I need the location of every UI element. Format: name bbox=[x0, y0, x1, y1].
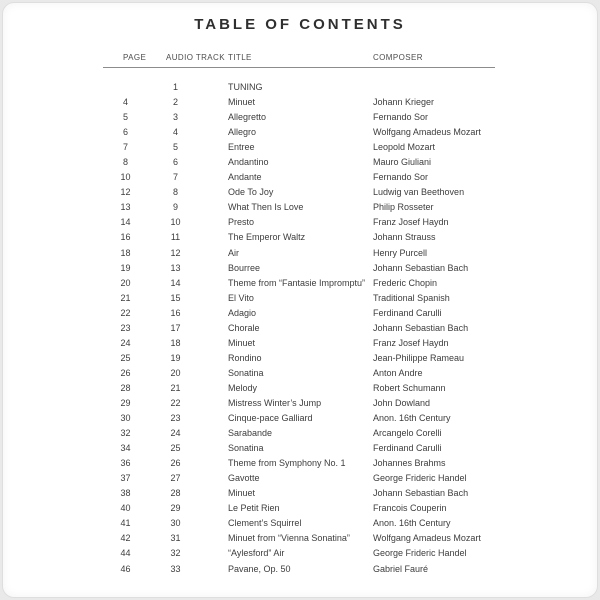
track-number-cell: 23 bbox=[170, 413, 181, 424]
page-number-cell: 44 bbox=[120, 548, 131, 559]
title-cell: What Then Is Love bbox=[228, 202, 304, 213]
track-number-cell: 17 bbox=[170, 322, 181, 333]
track-number-cell: 5 bbox=[172, 142, 178, 153]
title-cell: Adagio bbox=[228, 307, 257, 318]
composer-cell: Henry Purcell bbox=[373, 247, 428, 258]
table-row bbox=[103, 426, 495, 441]
track-number-cell: 28 bbox=[170, 488, 181, 499]
table-body bbox=[103, 68, 495, 577]
title-cell: Ode To Joy bbox=[228, 187, 274, 198]
page-number-cell: 22 bbox=[120, 307, 131, 318]
page-number-cell: 46 bbox=[120, 563, 131, 574]
track-number-cell: 24 bbox=[170, 428, 181, 439]
composer-cell: Robert Schumann bbox=[373, 382, 446, 393]
table-row bbox=[103, 531, 495, 546]
composer-cell: Ferdinand Carulli bbox=[373, 307, 442, 318]
composer-cell: Leopold Mozart bbox=[373, 142, 436, 153]
title-cell: TUNING bbox=[228, 82, 263, 92]
track-number-cell: 2 bbox=[172, 97, 178, 108]
table-row bbox=[103, 215, 495, 230]
table-row bbox=[103, 562, 495, 577]
title-cell: Air bbox=[228, 247, 239, 258]
page-number-cell: 13 bbox=[120, 202, 131, 213]
title-cell: Mistress Winter’s Jump bbox=[228, 397, 322, 408]
track-number-cell: 16 bbox=[170, 307, 181, 318]
composer-cell: John Dowland bbox=[373, 397, 431, 408]
column-header-page: PAGE bbox=[123, 53, 147, 62]
composer-cell: Philip Rosseter bbox=[373, 202, 434, 213]
track-number-cell: 11 bbox=[170, 232, 181, 243]
composer-cell: George Frideric Handel bbox=[373, 473, 467, 484]
page-number-cell: 38 bbox=[120, 488, 131, 499]
page-number-cell: 16 bbox=[120, 232, 131, 243]
composer-cell: Ferdinand Carulli bbox=[373, 443, 442, 454]
page-title: TABLE OF CONTENTS bbox=[194, 16, 406, 33]
composer-cell: Arcangelo Corelli bbox=[373, 428, 442, 439]
composer-cell: Johann Sebastian Bach bbox=[373, 488, 469, 499]
title-cell: Cinque-pace Galliard bbox=[228, 413, 313, 424]
table-row bbox=[103, 246, 495, 261]
table-row bbox=[103, 261, 495, 276]
page-number-cell: 26 bbox=[120, 367, 131, 378]
composer-cell: Jean-Philippe Rameau bbox=[373, 352, 465, 363]
table-row bbox=[103, 110, 495, 125]
table-row bbox=[103, 366, 495, 381]
page-number-cell: 41 bbox=[120, 518, 131, 529]
title-cell: Minuet from “Vienna Sonatina” bbox=[228, 533, 350, 544]
page-number-cell: 34 bbox=[120, 443, 131, 454]
composer-cell: Fernando Sor bbox=[373, 112, 429, 123]
title-cell: Chorale bbox=[228, 322, 260, 333]
table-row bbox=[103, 381, 495, 396]
title-cell: Allegretto bbox=[228, 112, 267, 123]
page-number-cell: 8 bbox=[122, 157, 128, 168]
page-number-cell: 32 bbox=[120, 428, 131, 439]
title-cell: Allegro bbox=[228, 127, 257, 138]
track-number-cell: 30 bbox=[170, 518, 181, 529]
table-row bbox=[103, 155, 495, 170]
page-number-cell: 10 bbox=[120, 172, 131, 183]
title-cell: Pavane, Op. 50 bbox=[228, 563, 291, 574]
composer-cell: Wolfgang Amadeus Mozart bbox=[373, 533, 481, 544]
page-number-cell: 21 bbox=[120, 292, 131, 303]
title-cell: Andantino bbox=[228, 157, 269, 168]
track-number-cell: 6 bbox=[172, 157, 178, 168]
toc-table bbox=[103, 52, 495, 577]
page-number-cell: 18 bbox=[120, 247, 131, 258]
composer-cell: Franz Josef Haydn bbox=[373, 337, 449, 348]
table-row bbox=[103, 516, 495, 531]
track-number-cell: 26 bbox=[170, 458, 181, 469]
table-row bbox=[103, 306, 495, 321]
page-number-cell: 28 bbox=[120, 382, 131, 393]
track-number-cell: 19 bbox=[170, 352, 181, 363]
table-row bbox=[103, 80, 495, 95]
table-row bbox=[103, 456, 495, 471]
table-row bbox=[103, 546, 495, 561]
title-cell: Sarabande bbox=[228, 428, 273, 439]
title-cell: “Aylesford” Air bbox=[228, 548, 285, 559]
track-number-cell: 4 bbox=[172, 127, 178, 138]
title-cell: Minuet bbox=[228, 337, 256, 348]
table-row bbox=[103, 185, 495, 200]
composer-cell: Johann Sebastian Bach bbox=[373, 262, 469, 273]
page-number-cell: 6 bbox=[122, 127, 128, 138]
composer-cell: Fernando Sor bbox=[373, 172, 429, 183]
composer-cell: Gabriel Fauré bbox=[373, 563, 429, 574]
track-number-cell: 31 bbox=[170, 533, 181, 544]
title-cell: Presto bbox=[228, 217, 255, 228]
table-row bbox=[103, 95, 495, 110]
title-cell: Rondino bbox=[228, 352, 262, 363]
table-row bbox=[103, 291, 495, 306]
track-number-cell: 12 bbox=[170, 247, 181, 258]
title-cell: El Vito bbox=[228, 292, 254, 303]
track-number-cell: 21 bbox=[170, 382, 181, 393]
title-cell: Theme from Symphony No. 1 bbox=[228, 458, 346, 469]
composer-cell: Anon. 16th Century bbox=[373, 413, 451, 424]
track-number-cell: 10 bbox=[170, 217, 181, 228]
track-number-cell: 8 bbox=[172, 187, 178, 198]
page-number-cell: 5 bbox=[122, 112, 128, 123]
table-row bbox=[103, 140, 495, 155]
column-header-composer: COMPOSER bbox=[373, 53, 423, 62]
page-number-cell bbox=[103, 80, 148, 95]
book-page bbox=[2, 2, 598, 598]
table-row bbox=[103, 396, 495, 411]
page-number-cell: 12 bbox=[120, 187, 131, 198]
track-number-cell: 27 bbox=[170, 473, 181, 484]
page-number-cell: 30 bbox=[120, 413, 131, 424]
composer-cell: Anton Andre bbox=[373, 367, 423, 378]
table-row bbox=[103, 200, 495, 215]
column-header-title: TITLE bbox=[228, 53, 252, 62]
composer-cell: Johann Strauss bbox=[373, 232, 436, 243]
composer-cell: Wolfgang Amadeus Mozart bbox=[373, 127, 481, 138]
composer-cell: Johann Sebastian Bach bbox=[373, 322, 469, 333]
composer-cell: Francois Couperin bbox=[373, 503, 447, 514]
table-row bbox=[103, 411, 495, 426]
table-row bbox=[103, 501, 495, 516]
composer-cell: Traditional Spanish bbox=[373, 292, 450, 303]
table-row bbox=[103, 230, 495, 245]
track-number-cell: 29 bbox=[170, 503, 181, 514]
composer-cell: George Frideric Handel bbox=[373, 548, 467, 559]
title-cell: Gavotte bbox=[228, 473, 260, 484]
page-number-cell: 19 bbox=[120, 262, 131, 273]
track-number-cell: 18 bbox=[170, 337, 181, 348]
track-number-cell: 15 bbox=[170, 292, 181, 303]
table-header-row bbox=[103, 52, 495, 68]
page-number-cell: 36 bbox=[120, 458, 131, 469]
composer-cell: Ludwig van Beethoven bbox=[373, 187, 465, 198]
title-cell: The Emperor Waltz bbox=[228, 232, 306, 243]
page-number-cell: 7 bbox=[122, 142, 128, 153]
track-number-cell: 13 bbox=[170, 262, 181, 273]
track-number-cell: 3 bbox=[172, 112, 178, 123]
composer-cell bbox=[373, 80, 495, 95]
table-row bbox=[103, 351, 495, 366]
track-number-cell: 9 bbox=[172, 202, 178, 213]
page-number-cell: 29 bbox=[120, 397, 131, 408]
title-cell: Minuet bbox=[228, 97, 256, 108]
column-header-audio-track: AUDIO TRACK bbox=[166, 53, 225, 62]
composer-cell: Mauro Giuliani bbox=[373, 157, 432, 168]
title-cell: Minuet bbox=[228, 488, 256, 499]
page-number-cell: 42 bbox=[120, 533, 131, 544]
composer-cell: Anon. 16th Century bbox=[373, 518, 451, 529]
page-number-cell: 20 bbox=[120, 277, 131, 288]
page-number-cell: 37 bbox=[120, 473, 131, 484]
table-row bbox=[103, 170, 495, 185]
title-cell: Sonatina bbox=[228, 443, 264, 454]
title-cell: Sonatina bbox=[228, 367, 264, 378]
track-number-cell: 7 bbox=[172, 172, 178, 183]
track-number-cell: 32 bbox=[170, 548, 181, 559]
table-row bbox=[103, 336, 495, 351]
table-row bbox=[103, 441, 495, 456]
title-cell: Melody bbox=[228, 382, 258, 393]
composer-cell: Frederic Chopin bbox=[373, 277, 438, 288]
composer-cell: Johann Krieger bbox=[373, 97, 435, 108]
page-number-cell: 14 bbox=[120, 217, 131, 228]
track-number-cell: 22 bbox=[170, 397, 181, 408]
track-number-cell: 25 bbox=[170, 443, 181, 454]
page-number-cell: 25 bbox=[120, 352, 131, 363]
title-cell: Clement’s Squirrel bbox=[228, 518, 302, 529]
title-cell: Entree bbox=[228, 142, 255, 153]
title-cell: Theme from “Fantasie Impromptu” bbox=[228, 277, 366, 288]
page-number-cell: 24 bbox=[120, 337, 131, 348]
title-cell: Bourree bbox=[228, 262, 261, 273]
title-cell: Le Petit Rien bbox=[228, 503, 280, 514]
page-number-cell: 40 bbox=[120, 503, 131, 514]
track-number-cell: 33 bbox=[170, 563, 181, 574]
track-number-cell: 20 bbox=[170, 367, 181, 378]
page-number-cell: 23 bbox=[120, 322, 131, 333]
composer-cell: Johannes Brahms bbox=[373, 458, 446, 469]
table-row bbox=[103, 486, 495, 501]
page-number-cell: 4 bbox=[122, 97, 128, 108]
track-number-cell: 1 bbox=[172, 82, 178, 92]
track-number-cell: 14 bbox=[170, 277, 181, 288]
table-row bbox=[103, 471, 495, 486]
table-row bbox=[103, 321, 495, 336]
title-cell: Andante bbox=[228, 172, 262, 183]
table-row bbox=[103, 276, 495, 291]
table-row bbox=[103, 125, 495, 140]
composer-cell: Franz Josef Haydn bbox=[373, 217, 449, 228]
